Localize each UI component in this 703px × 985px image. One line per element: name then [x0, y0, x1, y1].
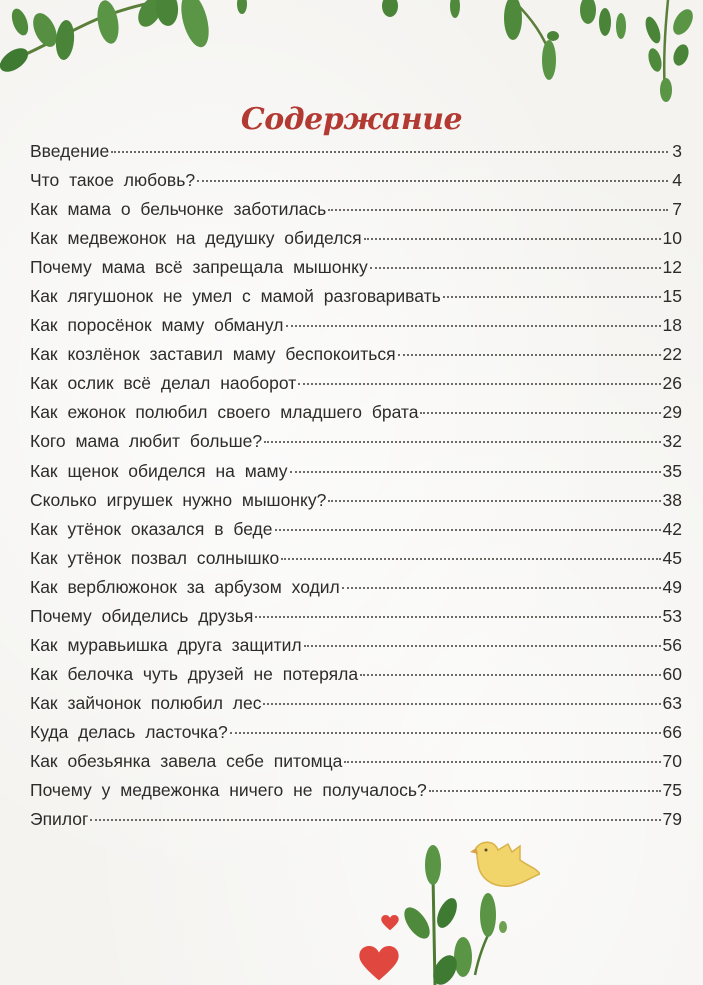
dot-leader — [420, 412, 660, 414]
dot-leader — [344, 761, 660, 763]
toc-entry-title: Как белочка чуть друзей не потеряла — [30, 663, 359, 684]
toc-entry[interactable] — [30, 369, 682, 398]
toc-entry[interactable] — [30, 776, 682, 805]
toc-entry[interactable] — [30, 718, 682, 747]
toc-entry[interactable] — [30, 515, 682, 544]
toc-entry[interactable] — [30, 486, 682, 515]
dot-leader — [290, 471, 661, 473]
toc-entry-page: 49 — [662, 576, 682, 597]
toc-entry-page: 56 — [662, 634, 682, 655]
toc-entry-page: 42 — [662, 518, 682, 539]
dot-leader — [90, 819, 660, 821]
toc-entry[interactable] — [30, 166, 682, 195]
toc-entry-title: Как обезьянка завела себе питомца — [30, 750, 343, 771]
toc-entry-page: 53 — [662, 605, 682, 626]
toc-entry-page: 60 — [662, 663, 682, 684]
toc-entry[interactable] — [30, 427, 682, 456]
dot-leader — [364, 238, 661, 240]
dot-leader — [342, 587, 661, 589]
toc-entry-title: Как щенок обиделся на маму — [30, 460, 288, 481]
table-of-contents — [30, 137, 682, 834]
dot-leader — [263, 703, 660, 705]
toc-entry-page: 32 — [662, 431, 682, 452]
toc-entry-page: 66 — [662, 721, 682, 742]
toc-entry-title: Что такое любовь? — [30, 170, 196, 191]
toc-entry[interactable] — [30, 398, 682, 427]
small-heart-icon — [381, 915, 399, 931]
toc-entry-title: Как верблюжонок за арбузом ходил — [30, 576, 340, 597]
dot-leader — [370, 267, 661, 269]
toc-entry-page: 35 — [662, 460, 682, 481]
toc-entry-title: Почему обиделись друзья — [30, 605, 254, 626]
toc-entry[interactable] — [30, 805, 682, 834]
toc-entry[interactable] — [30, 631, 682, 660]
toc-entry[interactable] — [30, 660, 682, 689]
toc-entry-title: Почему у медвежонка ничего не получалось? — [30, 780, 427, 801]
dot-leader — [298, 383, 660, 385]
toc-entry-title: Кого мама любит больше? — [30, 431, 263, 452]
toc-entry-title: Как муравьишка друга защитил — [30, 634, 302, 655]
dot-leader — [328, 209, 668, 211]
toc-entry-page: 7 — [672, 199, 682, 220]
toc-entry[interactable] — [30, 340, 682, 369]
dot-leader — [230, 732, 661, 734]
toc-entry-page: 22 — [662, 344, 682, 365]
toc-entry-title: Как зайчонок полюбил лес — [30, 692, 262, 713]
toc-entry-page: 75 — [662, 780, 682, 801]
toc-entry-page: 15 — [662, 286, 682, 307]
toc-entry[interactable] — [30, 224, 682, 253]
dot-leader — [255, 616, 660, 618]
toc-entry-title: Как медвежонок на дедушку обиделся — [30, 228, 362, 249]
leafy-branch-illustration — [0, 0, 230, 80]
yellow-bird-illustration — [470, 838, 540, 893]
toc-entry[interactable] — [30, 137, 682, 166]
toc-entry-page: 4 — [672, 170, 682, 191]
toc-entry-page: 45 — [662, 547, 682, 568]
toc-entry[interactable] — [30, 747, 682, 776]
toc-entry[interactable] — [30, 689, 682, 718]
toc-entry-title: Как утёнок оказался в беде — [30, 518, 273, 539]
toc-entry-page: 10 — [662, 228, 682, 249]
dot-leader — [111, 151, 668, 153]
toc-entry[interactable] — [30, 544, 682, 573]
toc-entry-page: 12 — [662, 257, 682, 278]
toc-entry-title: Почему мама всё запрещала мышонку — [30, 257, 368, 278]
hanging-leaves-illustration — [230, 0, 470, 40]
toc-entry-title: Как ежонок полюбил своего младшего брата — [30, 402, 419, 423]
large-heart-icon — [359, 946, 399, 982]
leafy-vine-illustration — [493, 0, 703, 110]
toc-entry[interactable] — [30, 602, 682, 631]
dot-leader — [328, 500, 660, 502]
toc-entry-page: 18 — [662, 315, 682, 336]
toc-entry-title: Как утёнок позвал солнышко — [30, 547, 280, 568]
toc-entry-title: Как ослик всё делал наоборот — [30, 373, 297, 394]
dot-leader — [197, 180, 668, 182]
toc-entry-page: 63 — [662, 692, 682, 713]
dot-leader — [286, 325, 661, 327]
dot-leader — [443, 296, 661, 298]
dot-leader — [281, 558, 660, 560]
toc-entry-title: Сколько игрушек нужно мышонку? — [30, 489, 327, 510]
toc-entry-page: 29 — [662, 402, 682, 423]
toc-entry-page: 38 — [662, 489, 682, 510]
toc-entry-title: Как лягушонок не умел с мамой разговаривать — [30, 286, 441, 307]
toc-entry[interactable] — [30, 195, 682, 224]
dot-leader — [360, 674, 660, 676]
toc-entry-page: 3 — [672, 141, 682, 161]
toc-entry[interactable] — [30, 573, 682, 602]
toc-entry[interactable] — [30, 282, 682, 311]
toc-entry-title: Как козлёнок заставил маму беспокоиться — [30, 344, 396, 365]
toc-entry-title: Эпилог — [30, 809, 89, 830]
page-title: Содержание — [240, 102, 463, 138]
dot-leader — [275, 529, 661, 531]
toc-entry[interactable] — [30, 311, 682, 340]
dot-leader — [398, 354, 661, 356]
toc-entry-page: 70 — [662, 750, 682, 771]
dot-leader — [304, 645, 661, 647]
toc-entry-page: 26 — [662, 373, 682, 394]
toc-entry-title: Как поросёнок маму обманул — [30, 315, 284, 336]
toc-entry-title: Как мама о бельчонке заботилась — [30, 199, 327, 220]
dot-leader — [264, 441, 660, 443]
toc-entry-title: Куда делась ласточка? — [30, 721, 228, 742]
toc-entry-page: 79 — [662, 809, 682, 830]
toc-entry[interactable] — [30, 253, 682, 282]
toc-entry[interactable] — [30, 457, 682, 486]
dot-leader — [429, 790, 661, 792]
toc-entry-title: Введение — [30, 141, 110, 161]
